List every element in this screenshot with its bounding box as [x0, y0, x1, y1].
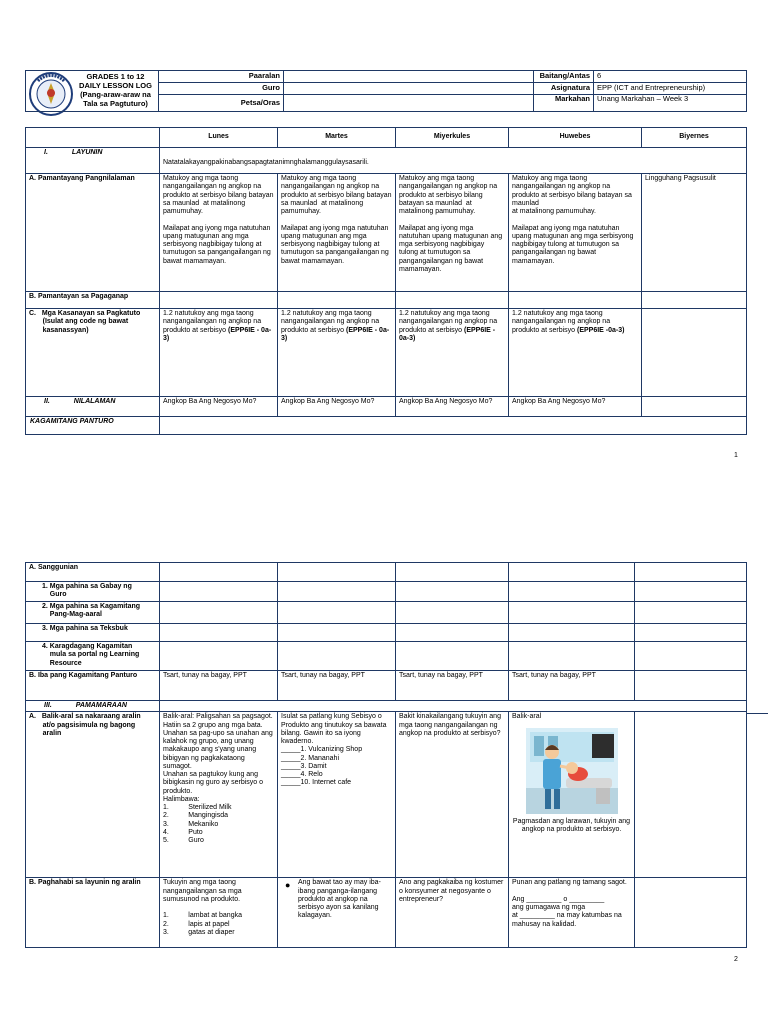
kasanayan-code: (EPP6IE - 0a-3)	[399, 326, 496, 342]
subject-label: Asignatura	[534, 83, 594, 95]
pamamaraan-cell[interactable]	[160, 701, 747, 712]
karagdagan-huwebes[interactable]	[509, 642, 635, 671]
day-header-biyernes: Biyernes	[642, 128, 747, 148]
gabay-biyernes[interactable]	[635, 582, 747, 602]
kasanayan-code: (EPP6IE - 0a-3)	[281, 326, 390, 342]
kasanayan-code: (EPP6IE -0a-3)	[576, 326, 625, 334]
pamantayan-pagaganap-label: B. Pamantayan sa Pagaganap	[26, 292, 160, 309]
log-title-2: (Pang-araw-araw na	[80, 90, 151, 99]
sanggunian-biyernes[interactable]	[635, 563, 747, 582]
kagamitan-heading: KAGAMITANG PANTURO	[26, 417, 160, 435]
pagaganap-biyernes[interactable]	[642, 292, 747, 309]
pamantayang-lunes[interactable]: Matukoy ang mga taong nangangailangan ng angkop na produkto at serbisyo bilang batayan sa maunlad at matalinong pamumuhay. Mailapat ang iyong mga natutuhan upang matugunan ang mga serbisyong nagbibigay tulong at tumutugon sa pangangailangan ng bawat mamamayan.	[160, 174, 278, 292]
paghahabi-biyernes[interactable]	[635, 878, 747, 948]
sanggunian-miyerkules[interactable]	[396, 563, 509, 582]
nilalaman-miyerkules[interactable]: Angkop Ba Ang Negosyo Mo?	[396, 397, 509, 417]
balik-aral-label: A. Balik-aral sa nakaraang aralin at/o pagsisimula ng bagong aralin	[26, 712, 160, 878]
kagamitan-miyerkules[interactable]: Tsart, tunay na bagay, PPT	[396, 671, 509, 701]
pagaganap-huwebes[interactable]	[509, 292, 642, 309]
kagamitang-mag-aaral-label: 2. Mga pahina sa Kagamitang Pang-Mag-aaral	[26, 602, 160, 624]
teksbuk-label: 3. Mga pahina sa Teksbuk	[26, 624, 160, 642]
lesson-table-page1	[25, 127, 747, 435]
teksbuk-huwebes[interactable]	[509, 624, 635, 642]
day-header-huwebes: Huwebes	[509, 128, 642, 148]
kagamitan-lunes[interactable]: Tsart, tunay na bagay, PPT	[160, 671, 278, 701]
mag-aaral-miyerkules[interactable]	[396, 602, 509, 624]
balik-aral-martes[interactable]: Isulat sa patlang kung Sebisyo o Produkto ang tinutukoy sa bawata bilang. Gawin ito sa iyong kwaderno. _____1. Vulcanizing Shop _____2. Mananahi _____3. Damit _____4. Relo _____10. Internet cafe	[278, 712, 396, 878]
page-number-1: 1	[734, 452, 738, 459]
nilalaman-martes[interactable]: Angkop Ba Ang Negosyo Mo?	[278, 397, 396, 417]
teksbuk-lunes[interactable]	[160, 624, 278, 642]
kasanayan-huwebes[interactable]	[509, 309, 642, 397]
gabay-lunes[interactable]	[160, 582, 278, 602]
school-field[interactable]	[284, 71, 534, 83]
nilalaman-lunes[interactable]: Angkop Ba Ang Negosyo Mo?	[160, 397, 278, 417]
quarter-value[interactable]: Unang Markahan – Week 3	[594, 95, 747, 112]
pamamaraan-heading	[26, 701, 160, 712]
kagamitan-biyernes[interactable]	[635, 671, 747, 701]
paghahabi-huwebes[interactable]: Punan ang patlang ng tamang sagot. Ang _________ o _________ ang gumagawa ng mga at _________ na may katumbas na mahusay na kalidad.	[509, 878, 635, 948]
kasanayan-lunes[interactable]	[160, 309, 278, 397]
pamamaraan-title: PAMAMARAAN	[75, 702, 127, 709]
nilalaman-title: NILALAMAN	[73, 398, 116, 405]
karagdagan-biyernes[interactable]	[635, 642, 747, 671]
pamantayang-pangnilalaman-label: A. Pamantayang Pangnilalaman	[26, 174, 160, 292]
balik-aral-huwebes[interactable]	[509, 712, 635, 878]
pamantayang-martes[interactable]: Matukoy ang mga taong nangangailangan ng angkop na produkto at serbisyo bilang batayan sa maunlad at matalinong pamumuhay. Mailapat ang iyong mga natutuhan upang matugunan ang mga serbisyong nagbibigay tulong at tumutugon sa pangangailangan ng bawat mamamayan.	[278, 174, 396, 292]
kagamitan-cell[interactable]	[160, 417, 747, 435]
paghahabi-label: B. Paghahabi sa layunin ng aralin	[26, 878, 160, 948]
teacher-field[interactable]	[284, 83, 534, 95]
day-header-martes: Martes	[278, 128, 396, 148]
mag-aaral-martes[interactable]	[278, 602, 396, 624]
grade-level-value[interactable]: 6	[594, 71, 747, 83]
kasanayan-text: 1.2 natutukoy ang mga taong nangangailangan ng angkop na produkto at serbisyo	[512, 310, 611, 334]
pagaganap-lunes[interactable]	[160, 292, 278, 309]
pamantayang-huwebes[interactable]: Matukoy ang mga taong nangangailangan ng angkop na produkto at serbisyo bilang batayan sa maunlad at matalinong pamumuhay. Mailapat ang iyong mga natutuhan upang matugunan ang mga serbisyong nagbibigay tulong at tumutugon sa pangangailangan ng bawat mamamayan.	[509, 174, 642, 292]
kasanayan-text: 1.2 natutukoy ang mga taong nangangailangan ng angkop na produkto at serbisyo	[163, 310, 262, 334]
pamamaraan-overflow-rule	[746, 713, 768, 714]
paghahabi-martes-cell[interactable]	[278, 878, 396, 948]
gabay-huwebes[interactable]	[509, 582, 635, 602]
teksbuk-miyerkules[interactable]	[396, 624, 509, 642]
day-header-miyerkules: Miyerkules	[396, 128, 509, 148]
gabay-guro-label: 1. Mga pahina sa Gabay ng Guro	[26, 582, 160, 602]
balik-aral-huwebes-title: Balik-aral	[512, 713, 542, 721]
karagdagan-lunes[interactable]	[160, 642, 278, 671]
paghahabi-lunes[interactable]: Tukuyin ang mga taong nangangailangan sa mga sumusunod na produkto. 1. lambat at bangka 2. lapis at papel 3. gatas at diaper	[160, 878, 278, 948]
nilalaman-num: II.	[44, 398, 50, 405]
sanggunian-huwebes[interactable]	[509, 563, 635, 582]
balik-aral-lunes[interactable]: Balik-aral: Paligsahan sa pagsagot. Hatiin sa 2 grupo ang mga bata. Unahan sa pag-upo sa unahan ang kalahok ng grupo, ang unang makakaupo ang s'yang unang bibigyan ng pagkakataong sumagot. Unahan sa pagtukoy kung ang bibigkasin ng guro ay serbisyo o produkto. Halimbawa: 1. Sterilized Milk 2. Mangingisda 3. Mekaniko 4. Puto 5. Guro	[160, 712, 278, 878]
balik-aral-miyerkules[interactable]: Bakit kinakailangang tukuyin ang mga taong nangangailangan ng angkop na produkto at serbisyo?	[396, 712, 509, 878]
teksbuk-biyernes[interactable]	[635, 624, 747, 642]
layunin-text[interactable]: Natatalakayangpakinabangsapagtatanimnghalamanggulaysasarili.	[160, 148, 747, 174]
nilalaman-heading	[26, 397, 160, 417]
page-number-2: 2	[734, 956, 738, 963]
grade-level-label: Baitang/Antas	[534, 71, 594, 83]
sanggunian-label: A. Sanggunian	[26, 563, 160, 582]
nilalaman-biyernes[interactable]	[642, 397, 747, 417]
day-header-lunes: Lunes	[160, 128, 278, 148]
date-field[interactable]	[284, 95, 534, 112]
kasanayan-biyernes[interactable]	[642, 309, 747, 397]
school-label: Paaralan	[159, 71, 284, 83]
mag-aaral-huwebes[interactable]	[509, 602, 635, 624]
layunin-num: I.	[44, 149, 48, 156]
kagamitan-huwebes[interactable]: Tsart, tunay na bagay, PPT	[509, 671, 635, 701]
subject-value[interactable]: EPP (ICT and Entrepreneurship)	[594, 83, 747, 95]
karagdagan-miyerkules[interactable]	[396, 642, 509, 671]
header-table	[25, 70, 747, 112]
gabay-martes[interactable]	[278, 582, 396, 602]
kasanayan-code: (EPP6IE - 0a-3)	[163, 326, 272, 342]
balik-aral-biyernes[interactable]	[635, 712, 747, 878]
pamantayang-biyernes[interactable]: Lingguhang Pagsusulit	[642, 174, 747, 292]
layunin-heading	[26, 148, 160, 174]
paghahabi-miyerkules[interactable]: Ano ang pagkakaiba ng kostumer o konsyumer at negosyante o entrepreneur?	[396, 878, 509, 948]
balik-aral-huwebes-caption: Pagmasdan ang larawan, tukuyin ang angkop na produkto at serbisyo.	[512, 817, 631, 833]
log-title-1: DAILY LESSON LOG	[79, 81, 152, 91]
karagdagan-martes[interactable]	[278, 642, 396, 671]
iba-pang-kagamitan-label: B. Iba pang Kagamitang Panturo	[26, 671, 160, 701]
layunin-title: LAYUNIN	[71, 149, 103, 156]
pamamaraan-num: III.	[44, 702, 52, 709]
day-header-blank	[26, 128, 160, 148]
grades-label: GRADES 1 to 12	[86, 72, 145, 82]
sanggunian-martes[interactable]	[278, 563, 396, 582]
teksbuk-martes[interactable]	[278, 624, 396, 642]
pagaganap-martes[interactable]	[278, 292, 396, 309]
kasanayan-text: 1.2 natutukoy ang mga taong nangangailangan ng angkop na produkto at serbisyo	[281, 310, 380, 334]
header-title-cell	[26, 71, 159, 112]
kasanayan-text: 1.2 natutukoy ang mga taong nangangailangan ng angkop na produkto at serbisyo	[399, 310, 498, 334]
pagaganap-miyerkules[interactable]	[396, 292, 509, 309]
mag-aaral-lunes[interactable]	[160, 602, 278, 624]
kasanayan-miyerkules[interactable]	[396, 309, 509, 397]
pamantayang-miyerkules[interactable]: Matukoy ang mga taong nangangailangan ng angkop na produkto at serbisyo bilang batayan sa maunlad at matalinong pamumuhay. Mailapat ang iyong mga natutuhan upang matugunan ang mga serbisyong nagbibigay tulong at tumutugon sa pangangailangan ng bawat mamamayan.	[396, 174, 509, 292]
lesson-table-page2	[25, 562, 747, 948]
date-label: Petsa/Oras	[159, 95, 284, 112]
sanggunian-lunes[interactable]	[160, 563, 278, 582]
dentist-illustration	[526, 728, 618, 814]
nilalaman-huwebes[interactable]: Angkop Ba Ang Negosyo Mo?	[509, 397, 642, 417]
karagdagang-kagamitan-label: 4. Karagdagang Kagamitan mula sa portal ng Learning Resource	[26, 642, 160, 671]
quarter-label: Markahan	[534, 95, 594, 112]
gabay-miyerkules[interactable]	[396, 582, 509, 602]
kagamitan-martes[interactable]: Tsart, tunay na bagay, PPT	[278, 671, 396, 701]
teacher-label: Guro	[159, 83, 284, 95]
kasanayan-martes[interactable]	[278, 309, 396, 397]
paghahabi-martes: Ang bawat tao ay may iba-ibang panganga-ilangang produkto at angkop na serbisyo ayon sa kanilang kalagayan.	[298, 879, 381, 920]
mag-aaral-biyernes[interactable]	[635, 602, 747, 624]
log-title-3: Tala sa Pagtuturo)	[83, 98, 148, 108]
kasanayan-label: C. Mga Kasanayan sa Pagkatuto (Isulat ang code ng bawat kasanassyan)	[26, 309, 160, 397]
